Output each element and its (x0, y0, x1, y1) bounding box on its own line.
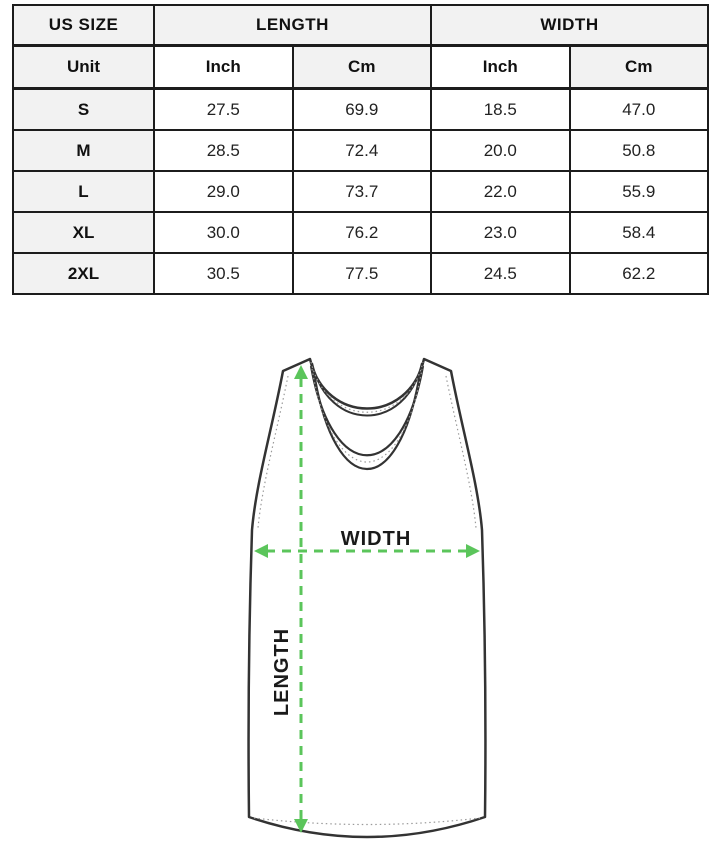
width-measure-label: WIDTH (340, 528, 412, 550)
length-inch-header: Inch (154, 46, 293, 89)
width-cm-cell: 47.0 (570, 89, 709, 131)
size-cell: S (13, 89, 154, 131)
size-cell: M (13, 130, 154, 171)
length-inch-cell: 30.0 (154, 212, 293, 253)
size-cell: 2XL (13, 253, 154, 294)
width-cm-cell: 62.2 (570, 253, 709, 294)
width-cm-cell: 58.4 (570, 212, 709, 253)
length-cm-cell: 73.7 (293, 171, 432, 212)
width-inch-cell: 20.0 (431, 130, 570, 171)
width-inch-cell: 22.0 (431, 171, 570, 212)
tank-top-outline (249, 359, 486, 837)
size-cell: L (13, 171, 154, 212)
table-row-xl (13, 212, 708, 253)
length-cm-cell: 72.4 (293, 130, 432, 171)
table-row-2xl (13, 253, 708, 294)
size-cell: XL (13, 212, 154, 253)
table-row-l (13, 171, 708, 212)
width-cm-cell: 55.9 (570, 171, 709, 212)
length-inch-cell: 28.5 (154, 130, 293, 171)
table-unit-row (13, 46, 708, 89)
table-header-row (13, 5, 708, 46)
length-inch-cell: 29.0 (154, 171, 293, 212)
length-inch-cell: 30.5 (154, 253, 293, 294)
length-measure-label: LENGTH (271, 627, 293, 717)
us-size-header: US SIZE (13, 5, 154, 46)
length-cm-cell: 77.5 (293, 253, 432, 294)
table-row-m (13, 130, 708, 171)
length-header: LENGTH (154, 5, 431, 46)
length-cm-cell: 76.2 (293, 212, 432, 253)
length-cm-header: Cm (293, 46, 432, 89)
tank-top-measurement-diagram (0, 321, 721, 841)
unit-header: Unit (13, 46, 154, 89)
length-cm-cell: 69.9 (293, 89, 432, 131)
width-cm-header: Cm (570, 46, 709, 89)
width-cm-cell: 50.8 (570, 130, 709, 171)
width-inch-header: Inch (431, 46, 570, 89)
table-row-s (13, 89, 708, 131)
width-header: WIDTH (431, 5, 708, 46)
width-inch-cell: 23.0 (431, 212, 570, 253)
size-chart-table (12, 4, 709, 295)
length-inch-cell: 27.5 (154, 89, 293, 131)
width-inch-cell: 24.5 (431, 253, 570, 294)
width-inch-cell: 18.5 (431, 89, 570, 131)
